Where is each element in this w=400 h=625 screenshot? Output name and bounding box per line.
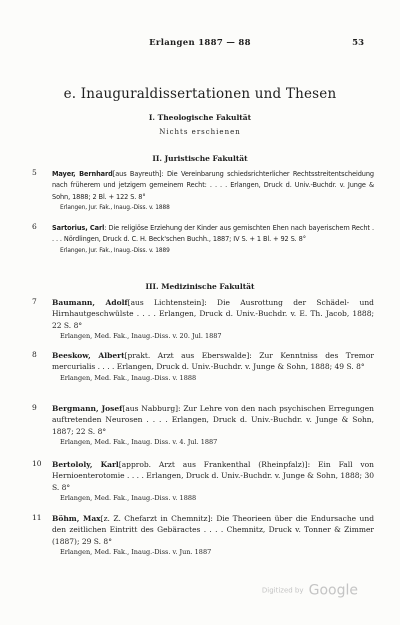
entry-body [52,350,374,383]
entry-text: [prakt. Arzt aus Eberswalde]: Zur Kenntniss des Tremor mercurialis . . . . Erlangen, Druck d. Univ.-Buchdr. v. Junge & Sohn, 1888; 49 S. 8° [52,351,374,372]
entry-author: Baumann, Adolf [52,298,128,307]
entry-text: [aus Nabburg]: Zur Lehre von den nach psychischen Erregungen auftretenden Neurosen . . . . Erlangen, Druck d. Univ.-Buchdr. v. Junge & Sohn, 1887; 22 S. 8° [52,404,374,436]
entry-author: Sartorius, Carl [52,223,105,232]
entry-text: : Die religiöse Erziehung der Kinder aus gemischten Ehen nach bayerischem Recht . . . . Nördlingen, Druck d. C. H. Beck'schen Buchh., 1887; IV S. + 1 Bl. + 92 S. 8° [52,223,374,244]
page-number: 53 [352,38,364,48]
entry-number: 11 [32,513,42,522]
entry-body [52,403,374,447]
page-header [0,38,400,50]
entry-body [52,168,374,212]
entry-note: Erlangen, Med. Fak., Inaug. Diss. v. 4. Jul. 1887 [60,437,218,446]
faculty-note: Nichts erschienen [159,128,241,136]
faculty-heading-medicine: III. Medizinische Fakultät [145,282,255,291]
entry-body [52,459,374,503]
entry-text: [aus Lichtenstein]: Die Ausrottung der Schädel- und Hirnhautgeschwülste . . . . Erlangen, Druck d. Univ.-Buchdr. v. E. Th. Jacob, 1888; 22 S. 8° [52,298,374,330]
entry-note: Erlangen, Med. Fak., Inaug.-Diss. v. 1888 [60,493,197,502]
entry-text: [approb. Arzt aus Frankenthal (Rheinpfalz)]: Ein Fall von Hernioenterotomie . . . . Erlangen, Druck d. Univ.-Buchdr. v. Junge & Sohn, 1888; 30 S. 8° [52,460,374,492]
section-title: e. Inauguraldissertationen und Thesen [63,86,337,102]
entry-number: 5 [32,168,37,177]
entry-body [52,297,374,341]
entry-author: Mayer, Bernhard [52,169,113,178]
entry-author: Beeskow, Albert [52,351,125,360]
entry-number: 10 [32,459,42,468]
entry-number: 8 [32,350,37,359]
entry-number: 7 [32,297,37,306]
running-title: Erlangen 1887 — 88 [149,38,251,48]
entry-note: Erlangen, Med. Fak., Inaug.-Diss. v. Jun. 1887 [60,547,212,556]
google-logo: Google [308,582,358,599]
entry-number: 9 [32,403,37,412]
watermark-prefix: Digitized by [261,586,304,595]
entry-author: Böhm, Max [52,514,101,523]
entry-body [52,222,374,255]
entry-text: [aus Bayreuth]: Die Vereinbarung schiedsrichterlicher Rechtsstreitentscheidung nach früherem und jetzigem gemeinem Recht: . . . . Erlangen, Druck d. Univ.-Buchdr. v. Junge & Sohn, 1888; 2 Bl. + 122 S. 8° [52,169,375,201]
entry-note: Erlangen, Med. Fak., Inaug.-Diss. v. 20. Jul. 1887 [60,331,222,340]
entry-note: Erlangen, Jur. Fak., Inaug.-Diss. v. 1889 [60,245,170,254]
entry-note: Erlangen, Jur. Fak., Inaug.-Diss. v. 1888 [60,202,170,211]
entry-body [52,513,374,557]
entry-author: Bertololy, Karl [52,460,119,469]
faculty-heading-law: II. Juristische Fakultät [152,154,248,163]
entry-author: Bergmann, Josef [52,404,123,413]
digitized-watermark [262,580,358,599]
faculty-heading-theology: I. Theologische Fakultät [148,113,252,122]
entry-text: [z. Z. Chefarzt in Chemnitz]: Die Theorieen über die Endursache und den zeitlichen Eintritt des Gebäractes . . . . Chemnitz, Druck v. Tonner & Zimmer (1887); 29 S. 8° [52,514,374,546]
entry-note: Erlangen, Med. Fak., Inaug.-Diss. v. 1888 [60,373,197,382]
entry-number: 6 [32,222,37,231]
